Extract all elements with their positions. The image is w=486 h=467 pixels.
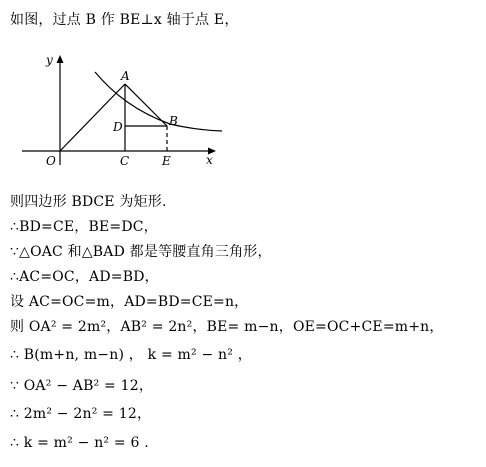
- step-line: 则四边形 BDCE 为矩形.: [10, 194, 167, 210]
- step-line: 设 AC=OC=m，AD=BD=CE=n，: [10, 294, 249, 310]
- geometry-figure: [0, 0, 486, 180]
- step-line: ∴ 2m² − 2n² = 12，: [10, 406, 152, 422]
- label-e: E: [162, 154, 171, 168]
- label-x: x: [206, 153, 213, 167]
- segment-oa: [60, 84, 125, 151]
- step-line: ∴ B(m+n, m−n) ， k = m² − n² ，: [10, 347, 252, 363]
- step-line: ∴BD=CE，BE=DC，: [10, 219, 158, 235]
- label-d: D: [113, 120, 123, 134]
- step-line: ∵△OAC 和△BAD 都是等腰直角三角形，: [10, 244, 272, 260]
- label-a: A: [121, 69, 130, 83]
- step-line: ∵ OA² − AB² = 12，: [10, 378, 154, 394]
- step-line: ∴AC=OC，AD=BD，: [10, 269, 159, 285]
- label-y: y: [46, 53, 53, 67]
- label-b: B: [169, 114, 178, 128]
- label-c: C: [120, 154, 130, 168]
- step-line: ∴ k = m² − n² = 6 .: [10, 435, 149, 451]
- step-line: 则 OA² = 2m²，AB² = 2n²，BE= m−n，OE=OC+CE=m+n，: [10, 319, 444, 335]
- y-axis-arrow: [57, 55, 64, 63]
- intro-text: 如图，过点 B 作 BE⊥x 轴于点 E，: [10, 12, 239, 28]
- label-o: O: [46, 154, 56, 168]
